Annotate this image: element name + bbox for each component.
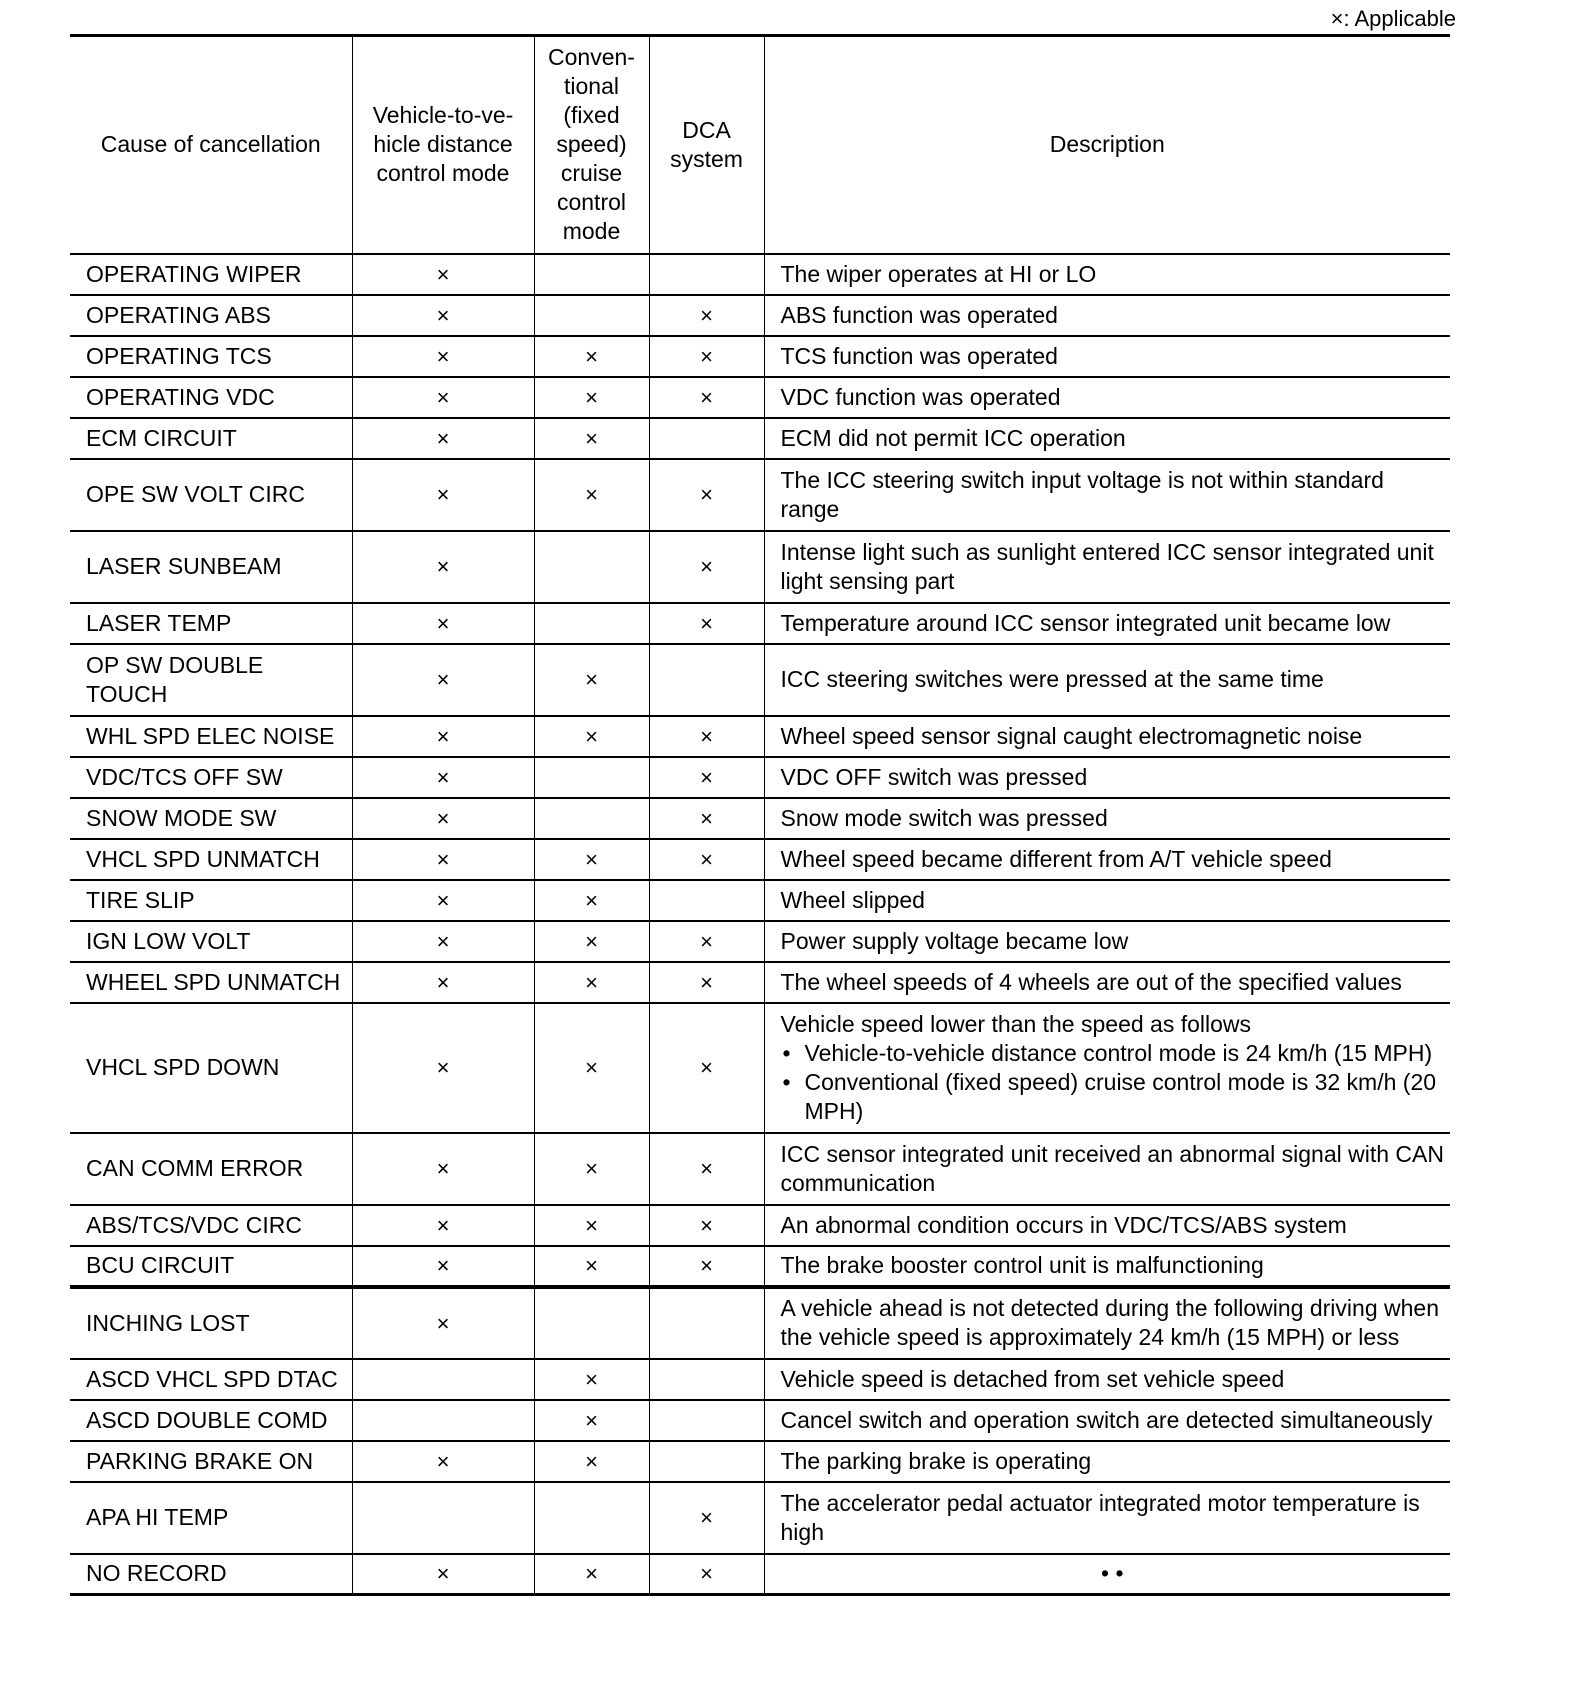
table-row — [70, 418, 1450, 459]
dca-mark-cell: × — [649, 295, 764, 336]
table-header-row — [70, 36, 1450, 254]
v2v-mark-cell: × — [352, 757, 534, 798]
conventional-mark-cell: × — [534, 1400, 649, 1441]
description-cell — [764, 798, 1450, 839]
cause-cell: OPERATING WIPER — [70, 254, 352, 295]
description-text: Intense light such as sunlight entered ICC sensor integrated unit light sensing part — [780, 538, 1434, 594]
cause-cell: WHEEL SPD UNMATCH — [70, 962, 352, 1003]
table-row — [70, 1287, 1450, 1359]
v2v-mark-cell: × — [352, 1246, 534, 1287]
v2v-mark-cell: × — [352, 459, 534, 531]
description-text: Vehicle speed is detached from set vehicle speed — [780, 1365, 1285, 1392]
description-cell — [764, 418, 1450, 459]
cause-cell: LASER TEMP — [70, 603, 352, 644]
conventional-mark-cell: × — [534, 418, 649, 459]
description-text: Wheel speed became different from A/T vehicle speed — [780, 845, 1332, 872]
description-cell — [764, 716, 1450, 757]
v2v-mark-cell: × — [352, 880, 534, 921]
dca-mark-cell: × — [649, 377, 764, 418]
cause-cell: PARKING BRAKE ON — [70, 1441, 352, 1482]
cause-cell: OP SW DOUBLE TOUCH — [70, 644, 352, 716]
dca-mark-cell: × — [649, 921, 764, 962]
description-text: TCS function was operated — [780, 342, 1058, 369]
dca-mark-cell: × — [649, 531, 764, 603]
v2v-mark-cell: × — [352, 603, 534, 644]
conventional-mark-cell: × — [534, 377, 649, 418]
table-row — [70, 1554, 1450, 1595]
conventional-mark-cell: × — [534, 459, 649, 531]
cause-cell: WHL SPD ELEC NOISE — [70, 716, 352, 757]
cause-cell: ASCD DOUBLE COMD — [70, 1400, 352, 1441]
v2v-mark-cell: × — [352, 336, 534, 377]
cause-cell: BCU CIRCUIT — [70, 1246, 352, 1287]
v2v-mark-cell: × — [352, 716, 534, 757]
table-row — [70, 295, 1450, 336]
table-row — [70, 1482, 1450, 1554]
conventional-mark-cell: × — [534, 839, 649, 880]
description-cell — [764, 459, 1450, 531]
description-cell — [764, 880, 1450, 921]
table-row — [70, 798, 1450, 839]
description-text: ICC sensor integrated unit received an abnormal signal with CAN communication — [780, 1140, 1444, 1196]
conventional-mark-cell: × — [534, 716, 649, 757]
conventional-mark-cell: × — [534, 1133, 649, 1205]
v2v-mark-cell: × — [352, 1205, 534, 1246]
dca-mark-cell: × — [649, 1003, 764, 1133]
cause-cell: LASER SUNBEAM — [70, 531, 352, 603]
description-cell — [764, 603, 1450, 644]
conventional-mark-cell: × — [534, 1554, 649, 1595]
cause-cell: ECM CIRCUIT — [70, 418, 352, 459]
table-row — [70, 1246, 1450, 1287]
description-cell — [764, 962, 1450, 1003]
description-cell — [764, 921, 1450, 962]
dca-mark-cell: × — [649, 459, 764, 531]
cancellation-cause-table — [70, 34, 1450, 1596]
description-cell — [764, 1482, 1450, 1554]
description-bullet: • Conventional (fixed speed) cruise control mode is 32 km/h (20 MPH) — [781, 1068, 1445, 1126]
conventional-mark-cell — [534, 1482, 649, 1554]
conventional-mark-cell: × — [534, 962, 649, 1003]
description-cell — [764, 531, 1450, 603]
dca-mark-cell: × — [649, 1205, 764, 1246]
description-cell — [764, 1554, 1450, 1595]
conventional-mark-cell — [534, 254, 649, 295]
table-row — [70, 962, 1450, 1003]
description-text: Power supply voltage became low — [780, 927, 1129, 954]
description-text: Vehicle speed lower than the speed as follows — [780, 1010, 1252, 1037]
description-text: The wheel speeds of 4 wheels are out of the specified values — [780, 968, 1402, 995]
description-cell — [764, 1287, 1450, 1359]
description-text: Cancel switch and operation switch are detected simultaneously — [780, 1406, 1433, 1433]
description-text: VDC function was operated — [780, 383, 1061, 410]
description-text: A vehicle ahead is not detected during the following driving when the vehicle speed is approximately 24 km/h (15 MPH) or less — [780, 1295, 1439, 1350]
header-conventional-mode: Conven- tional (fixed speed) cruise control mode — [534, 36, 649, 254]
cause-cell: OPE SW VOLT CIRC — [70, 459, 352, 531]
cause-cell: SNOW MODE SW — [70, 798, 352, 839]
v2v-mark-cell: × — [352, 254, 534, 295]
cause-cell: APA HI TEMP — [70, 1482, 352, 1554]
cause-cell: ASCD VHCL SPD DTAC — [70, 1359, 352, 1400]
v2v-mark-cell — [352, 1482, 534, 1554]
description-text: VDC OFF switch was pressed — [780, 763, 1088, 790]
description-cell — [764, 644, 1450, 716]
description-cell — [764, 1400, 1450, 1441]
description-cell — [764, 295, 1450, 336]
cause-cell: ABS/TCS/VDC CIRC — [70, 1205, 352, 1246]
description-cell — [764, 377, 1450, 418]
dca-mark-cell: × — [649, 839, 764, 880]
v2v-mark-cell — [352, 1359, 534, 1400]
cause-cell: OPERATING TCS — [70, 336, 352, 377]
conventional-mark-cell: × — [534, 880, 649, 921]
table-row — [70, 1400, 1450, 1441]
conventional-mark-cell — [534, 603, 649, 644]
description-cell — [764, 1205, 1450, 1246]
cause-cell: OPERATING ABS — [70, 295, 352, 336]
dca-mark-cell: × — [649, 1482, 764, 1554]
conventional-mark-cell — [534, 531, 649, 603]
v2v-mark-cell: × — [352, 1003, 534, 1133]
table-row — [70, 921, 1450, 962]
table-row — [70, 757, 1450, 798]
header-dca-system: DCA system — [649, 36, 764, 254]
description-text: Wheel speed sensor signal caught electromagnetic noise — [780, 722, 1363, 749]
description-text: ICC steering switches were pressed at the same time — [780, 666, 1324, 692]
v2v-mark-cell: × — [352, 921, 534, 962]
dca-mark-cell: × — [649, 603, 764, 644]
table-row — [70, 531, 1450, 603]
dca-mark-cell — [649, 1359, 764, 1400]
conventional-mark-cell: × — [534, 1441, 649, 1482]
table-row — [70, 1359, 1450, 1400]
description-text: The parking brake is operating — [780, 1447, 1092, 1474]
cause-cell: IGN LOW VOLT — [70, 921, 352, 962]
v2v-mark-cell: × — [352, 295, 534, 336]
cause-cell: VDC/TCS OFF SW — [70, 757, 352, 798]
conventional-mark-cell: × — [534, 921, 649, 962]
dca-mark-cell: × — [649, 798, 764, 839]
dca-mark-cell — [649, 1400, 764, 1441]
table-row — [70, 1205, 1450, 1246]
dca-mark-cell: × — [649, 962, 764, 1003]
description-cell — [764, 1133, 1450, 1205]
v2v-mark-cell: × — [352, 1441, 534, 1482]
dca-mark-cell — [649, 644, 764, 716]
description-text: Wheel slipped — [780, 886, 925, 913]
conventional-mark-cell: × — [534, 1359, 649, 1400]
cause-cell: OPERATING VDC — [70, 377, 352, 418]
conventional-mark-cell — [534, 757, 649, 798]
dca-mark-cell: × — [649, 1246, 764, 1287]
v2v-mark-cell: × — [352, 377, 534, 418]
v2v-mark-cell: × — [352, 962, 534, 1003]
v2v-mark-cell: × — [352, 1287, 534, 1359]
dca-mark-cell: × — [649, 716, 764, 757]
description-text: Snow mode switch was pressed — [780, 804, 1108, 831]
conventional-mark-cell: × — [534, 1003, 649, 1133]
dca-mark-cell — [649, 1441, 764, 1482]
table-row — [70, 716, 1450, 757]
cause-cell: CAN COMM ERROR — [70, 1133, 352, 1205]
dca-mark-cell — [649, 1287, 764, 1359]
cause-cell: INCHING LOST — [70, 1287, 352, 1359]
description-text: The ICC steering switch input voltage is not within standard range — [780, 466, 1384, 522]
table-row — [70, 839, 1450, 880]
dca-mark-cell — [649, 418, 764, 459]
conventional-mark-cell: × — [534, 1205, 649, 1246]
description-text: An abnormal condition occurs in VDC/TCS/ABS system — [780, 1211, 1347, 1238]
v2v-mark-cell: × — [352, 839, 534, 880]
conventional-mark-cell — [534, 295, 649, 336]
dca-mark-cell — [649, 254, 764, 295]
dca-mark-cell: × — [649, 336, 764, 377]
conventional-mark-cell — [534, 1287, 649, 1359]
conventional-mark-cell: × — [534, 336, 649, 377]
description-cell — [764, 1359, 1450, 1400]
description-cell — [764, 1003, 1450, 1133]
description-cell — [764, 1246, 1450, 1287]
description-text: The accelerator pedal actuator integrated motor temperature is high — [780, 1489, 1420, 1545]
table-row — [70, 880, 1450, 921]
description-text: • • — [1101, 1560, 1124, 1587]
conventional-mark-cell: × — [534, 644, 649, 716]
v2v-mark-cell — [352, 1400, 534, 1441]
table-row — [70, 336, 1450, 377]
cause-cell: TIRE SLIP — [70, 880, 352, 921]
dca-mark-cell — [649, 880, 764, 921]
applicable-legend: ×: Applicable — [1330, 6, 1456, 31]
description-cell — [764, 757, 1450, 798]
cause-cell: NO RECORD — [70, 1554, 352, 1595]
description-text: The brake booster control unit is malfunctioning — [780, 1252, 1264, 1278]
table-row — [70, 377, 1450, 418]
v2v-mark-cell: × — [352, 1133, 534, 1205]
v2v-mark-cell: × — [352, 418, 534, 459]
table-row — [70, 1133, 1450, 1205]
v2v-mark-cell: × — [352, 644, 534, 716]
description-text: ABS function was operated — [780, 301, 1058, 328]
dca-mark-cell: × — [649, 1554, 764, 1595]
table-row — [70, 603, 1450, 644]
header-description: Description — [764, 36, 1450, 254]
description-cell — [764, 839, 1450, 880]
description-cell — [764, 254, 1450, 295]
cause-cell: VHCL SPD DOWN — [70, 1003, 352, 1133]
header-v2v-mode: Vehicle-to-ve- hicle distance control mode — [352, 36, 534, 254]
description-cell — [764, 1441, 1450, 1482]
description-text: ECM did not permit ICC operation — [780, 424, 1126, 451]
description-text: The wiper operates at HI or LO — [780, 260, 1097, 287]
table-row — [70, 459, 1450, 531]
table-row — [70, 644, 1450, 716]
conventional-mark-cell: × — [534, 1246, 649, 1287]
table-row — [70, 254, 1450, 295]
v2v-mark-cell: × — [352, 1554, 534, 1595]
cause-cell: VHCL SPD UNMATCH — [70, 839, 352, 880]
description-text: Temperature around ICC sensor integrated unit became low — [780, 609, 1391, 636]
dca-mark-cell: × — [649, 757, 764, 798]
conventional-mark-cell — [534, 798, 649, 839]
description-bullet-list — [781, 1039, 1445, 1126]
header-cause: Cause of cancellation — [70, 36, 352, 254]
description-bullet: • Vehicle-to-vehicle distance control mode is 24 km/h (15 MPH) — [781, 1039, 1445, 1068]
description-cell — [764, 336, 1450, 377]
table-row — [70, 1441, 1450, 1482]
v2v-mark-cell: × — [352, 798, 534, 839]
dca-mark-cell: × — [649, 1133, 764, 1205]
v2v-mark-cell: × — [352, 531, 534, 603]
table-row — [70, 1003, 1450, 1133]
